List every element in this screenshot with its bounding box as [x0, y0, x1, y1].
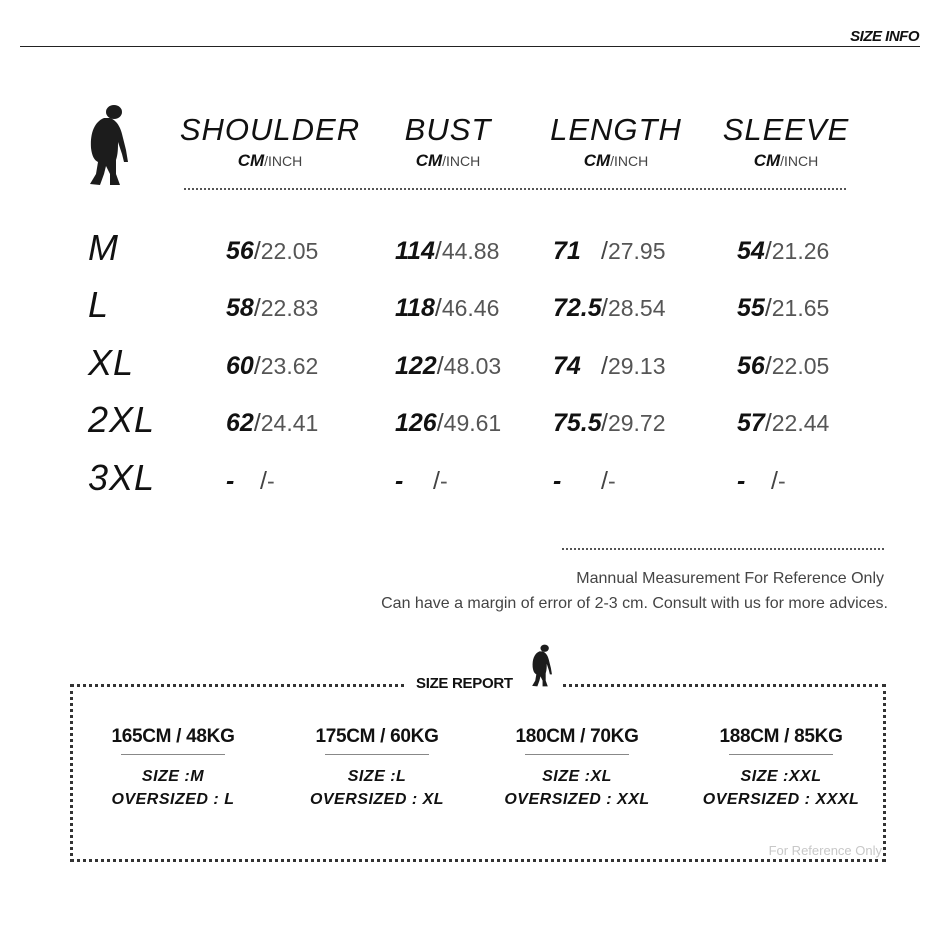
column-unit: [686, 152, 886, 171]
table-cell: [737, 408, 829, 438]
table-cell: [226, 466, 275, 496]
report-size: SIZE :L: [347, 768, 407, 785]
table-cell: [395, 466, 448, 496]
size-label-2xl: 2XL: [88, 399, 156, 440]
unit-inch: INCH: [268, 153, 303, 169]
cell-slash: /: [764, 409, 772, 437]
cell-slash: /: [253, 352, 261, 380]
report-item: [282, 726, 472, 809]
table-cell: [395, 351, 501, 381]
unit-inch: INCH: [614, 153, 649, 169]
cell-inch: 29.13: [607, 353, 666, 379]
cell-inch: 22.83: [260, 295, 319, 321]
note-reference-only: Mannual Measurement For Reference Only: [576, 570, 884, 587]
cell-cm: 57: [737, 409, 765, 437]
report-item: [482, 726, 672, 809]
column-header-shoulder: [170, 112, 370, 171]
report-body-measure: 180CM / 70KG: [515, 726, 639, 747]
table-cell: [737, 236, 829, 266]
column-name: BUST: [404, 112, 492, 147]
cell-cm: 122: [395, 352, 437, 380]
cell-slash: /: [601, 237, 608, 265]
report-oversized: OVERSIZED : XL: [309, 791, 445, 808]
cell-cm: 75.5: [553, 409, 602, 437]
size-label-xl: XL: [88, 342, 135, 383]
table-cell: [226, 236, 318, 266]
table-cell: [226, 293, 318, 323]
cell-cm: 72.5: [553, 294, 602, 322]
report-size: SIZE :XXL: [740, 768, 822, 785]
cell-inch: -: [439, 468, 448, 494]
report-underline: [729, 754, 833, 755]
cell-slash: /: [601, 467, 608, 495]
cell-cm: 54: [737, 237, 765, 265]
column-name: SLEEVE: [722, 112, 850, 147]
cell-slash: /: [601, 352, 608, 380]
cell-slash: /: [260, 467, 267, 495]
cell-cm: 126: [395, 409, 437, 437]
unit-cm: CM: [583, 151, 611, 170]
cell-slash: /: [253, 409, 261, 437]
ape-figure-icon: [84, 104, 130, 188]
cell-slash: /: [436, 352, 444, 380]
report-body-measure: 175CM / 60KG: [315, 726, 439, 747]
ape-figure-icon: [529, 642, 553, 690]
cell-inch: 24.41: [260, 410, 319, 436]
cell-slash: /: [764, 294, 772, 322]
cell-slash: /: [764, 352, 772, 380]
cell-inch: 48.03: [443, 353, 502, 379]
table-cell: [553, 293, 666, 323]
table-cell: [553, 466, 616, 496]
cell-cm: 71: [553, 237, 581, 265]
unit-inch: INCH: [446, 153, 481, 169]
cell-inch: 21.26: [771, 238, 830, 264]
cell-inch: 44.88: [441, 238, 500, 264]
report-size: SIZE :M: [141, 768, 205, 785]
cell-cm: 55: [737, 294, 765, 322]
cell-inch: -: [777, 468, 786, 494]
cell-cm: -: [737, 467, 746, 495]
cell-slash: /: [253, 237, 261, 265]
cell-inch: 21.65: [771, 295, 830, 321]
column-header-sleeve: [686, 112, 886, 171]
unit-sep: /: [780, 153, 785, 169]
table-cell: [737, 351, 829, 381]
table-cell: [395, 408, 501, 438]
cell-slash: /: [434, 237, 442, 265]
table-cell: [226, 408, 318, 438]
table-cell: [553, 408, 666, 438]
report-oversized: OVERSIZED : L: [111, 791, 235, 808]
cell-inch: -: [607, 468, 616, 494]
cell-inch: 49.61: [443, 410, 502, 436]
header-dotted-divider: [184, 188, 846, 190]
table-cell: [737, 466, 786, 496]
table-cell: [395, 293, 499, 323]
report-body-measure: 188CM / 85KG: [719, 726, 843, 747]
cell-cm: 62: [226, 409, 254, 437]
cell-slash: /: [601, 409, 608, 437]
cell-cm: -: [553, 467, 562, 495]
report-body-measure: 165CM / 48KG: [111, 726, 235, 747]
unit-sep: /: [264, 153, 269, 169]
cell-slash: /: [433, 467, 440, 495]
cell-inch: 28.54: [607, 295, 666, 321]
report-size: SIZE :XL: [542, 768, 612, 785]
cell-inch: 29.72: [607, 410, 666, 436]
cell-inch: -: [266, 468, 275, 494]
table-cell: [226, 351, 318, 381]
note-dotted-divider: [562, 548, 884, 550]
unit-cm: CM: [753, 151, 781, 170]
report-oversized: OVERSIZED : XXXL: [702, 791, 860, 808]
size-label-3xl: 3XL: [88, 457, 156, 498]
cell-cm: 58: [226, 294, 254, 322]
cell-cm: 114: [395, 237, 435, 265]
size-report-title: SIZE REPORT: [416, 675, 513, 692]
cell-inch: 22.05: [771, 353, 830, 379]
cell-slash: /: [764, 237, 772, 265]
cell-inch: 22.05: [260, 238, 319, 264]
unit-sep: /: [442, 153, 447, 169]
unit-cm: CM: [415, 151, 443, 170]
report-item: [686, 726, 876, 809]
cell-inch: 46.46: [441, 295, 500, 321]
report-item: [78, 726, 268, 809]
column-name: SHOULDER: [179, 112, 361, 147]
cell-cm: 56: [737, 352, 765, 380]
size-info-title: SIZE INFO: [850, 28, 919, 45]
unit-inch: INCH: [784, 153, 819, 169]
column-name: LENGTH: [550, 112, 682, 147]
cell-inch: 22.44: [771, 410, 830, 436]
cell-inch: 23.62: [260, 353, 319, 379]
unit-sep: /: [610, 153, 615, 169]
report-underline: [325, 754, 429, 755]
table-cell: [395, 236, 499, 266]
top-divider: [20, 46, 920, 47]
size-label-m: M: [88, 227, 119, 268]
unit-cm: CM: [237, 151, 265, 170]
cell-slash: /: [771, 467, 778, 495]
report-oversized: OVERSIZED : XXL: [504, 791, 650, 808]
report-reference-note: For Reference Only: [768, 843, 882, 858]
cell-slash: /: [253, 294, 261, 322]
cell-slash: /: [601, 294, 608, 322]
note-margin-of-error: Can have a margin of error of 2-3 cm. Consult with us for more advices.: [381, 595, 888, 612]
column-unit: [170, 152, 370, 171]
table-cell: [553, 351, 666, 381]
report-underline: [121, 754, 225, 755]
cell-cm: -: [226, 467, 235, 495]
report-underline: [525, 754, 629, 755]
cell-slash: /: [434, 294, 442, 322]
cell-cm: 60: [226, 352, 254, 380]
cell-slash: /: [436, 409, 444, 437]
size-label-l: L: [88, 284, 110, 325]
cell-cm: 74: [553, 352, 581, 380]
cell-cm: 118: [395, 294, 435, 322]
cell-cm: -: [395, 467, 404, 495]
table-cell: [737, 293, 829, 323]
cell-inch: 27.95: [607, 238, 666, 264]
cell-cm: 56: [226, 237, 254, 265]
table-cell: [553, 236, 666, 266]
